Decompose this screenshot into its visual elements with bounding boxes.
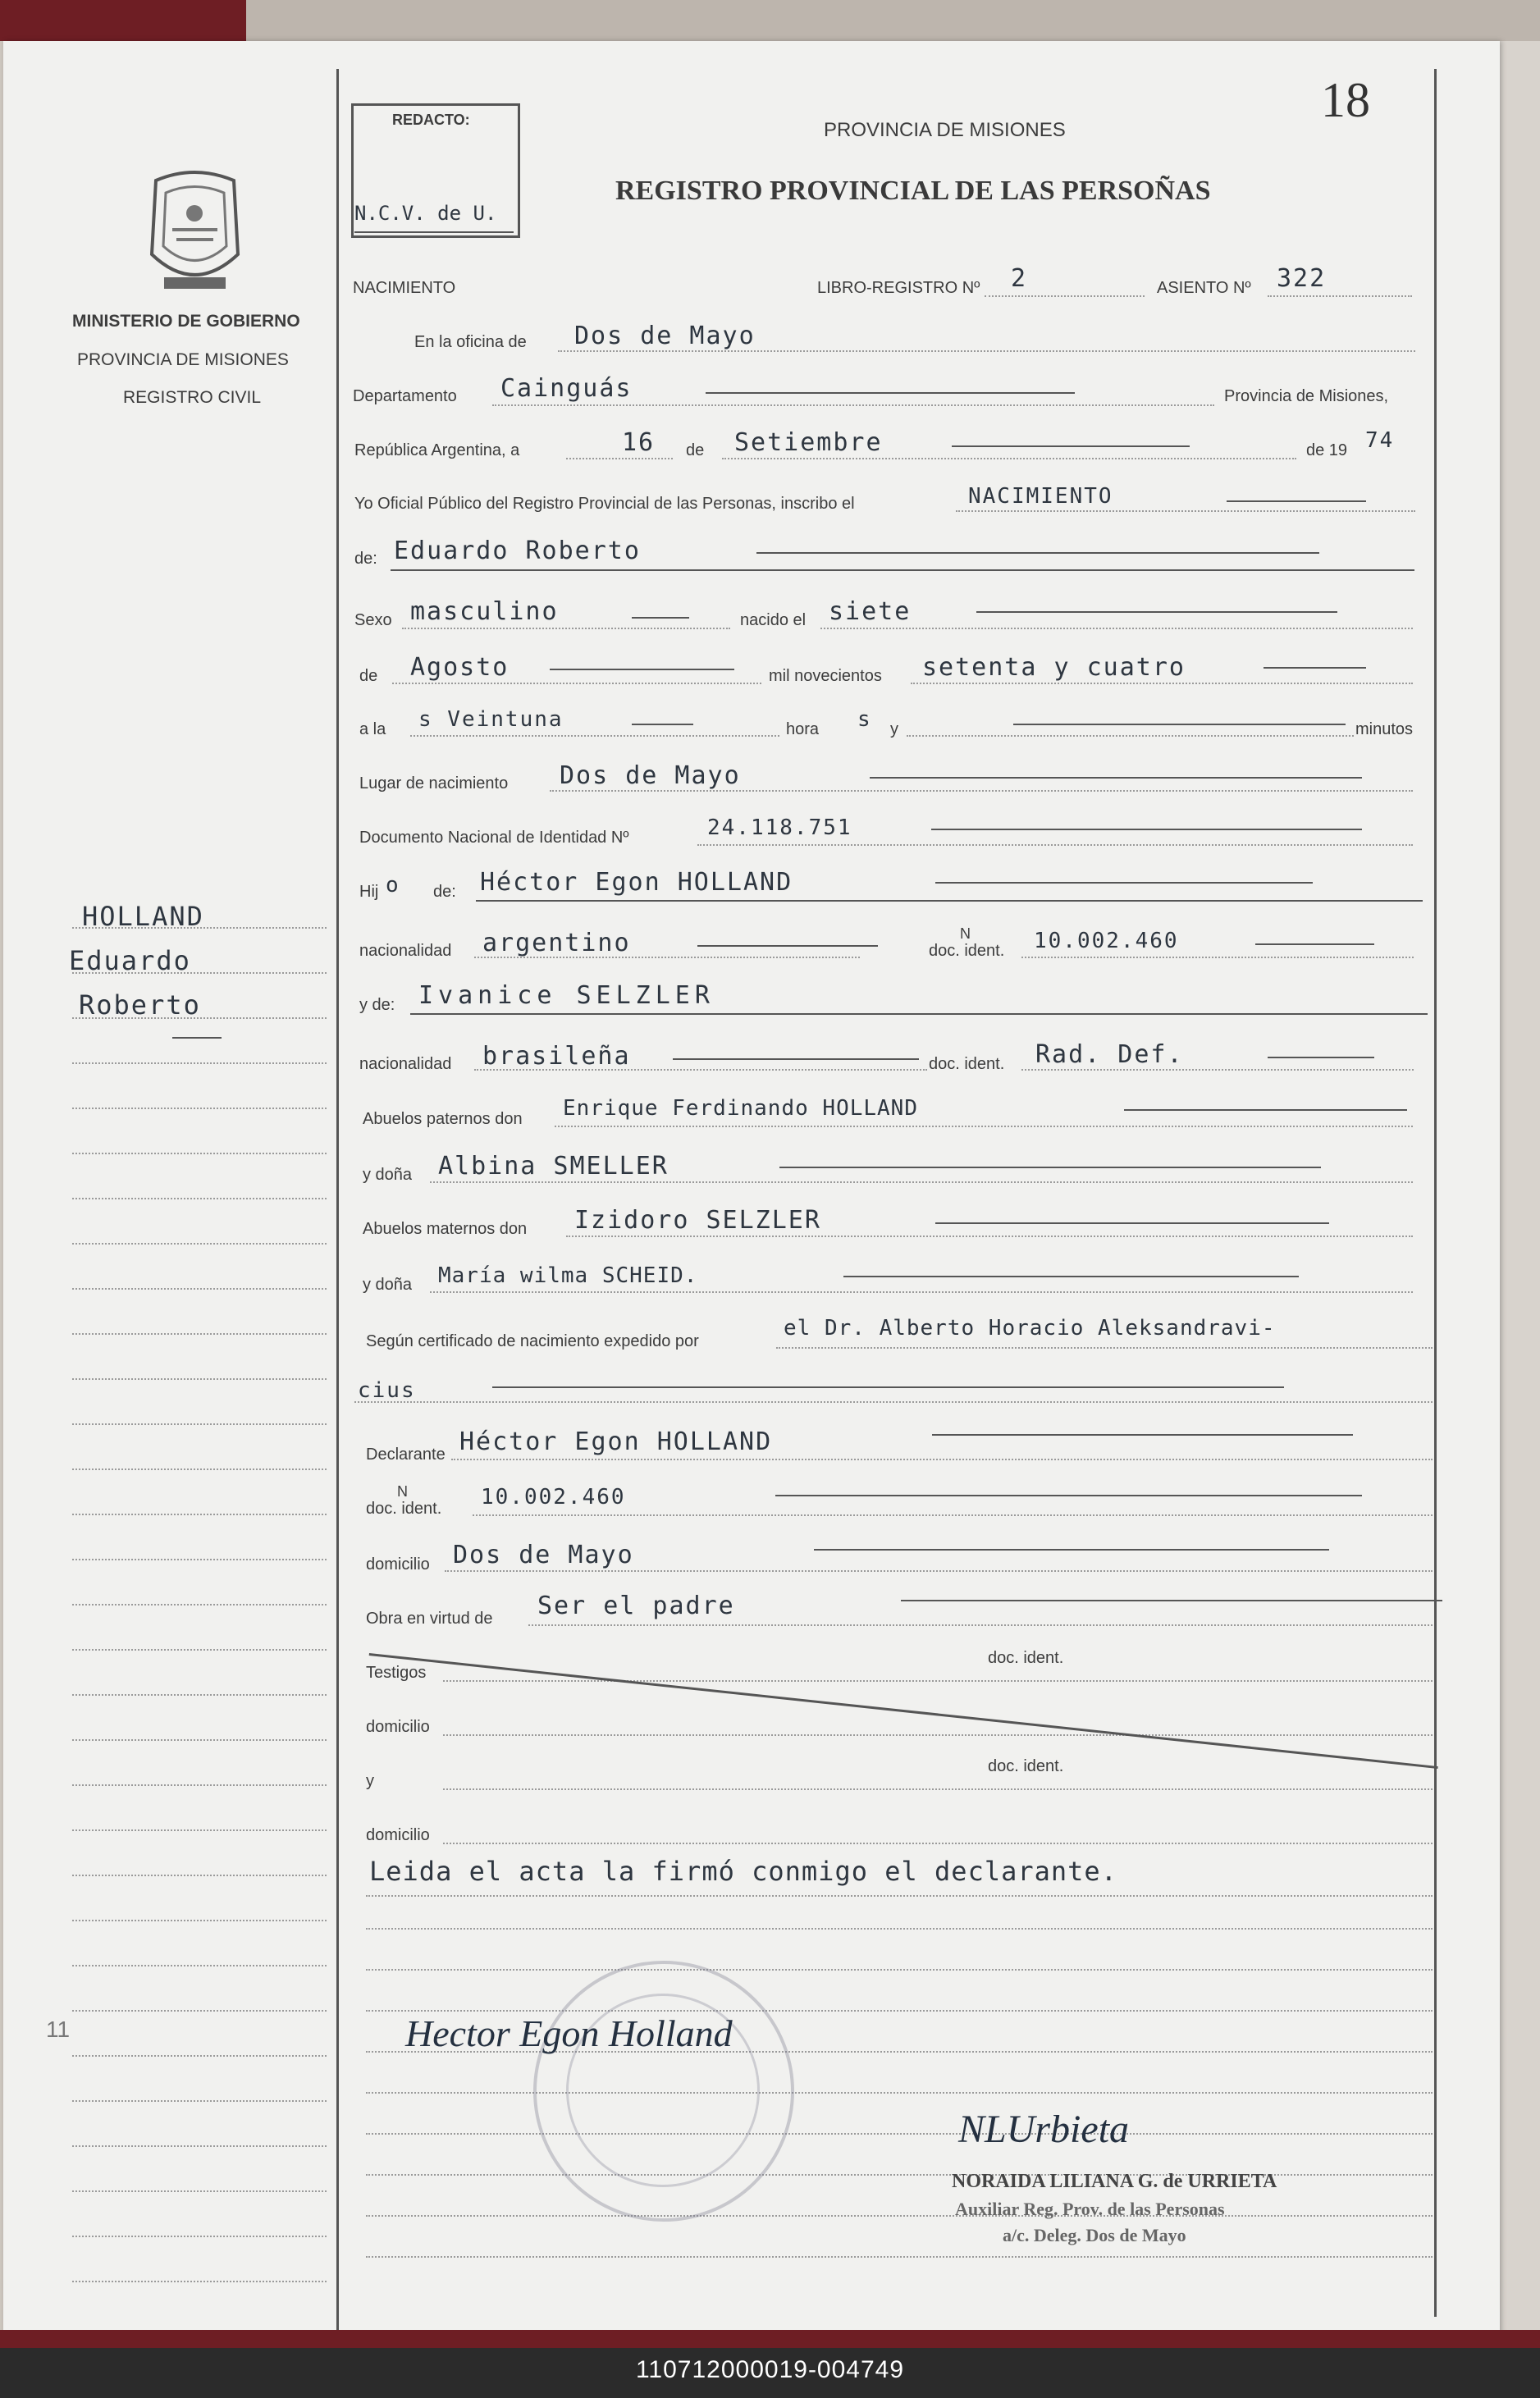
- mil-label: mil novecientos: [769, 667, 882, 685]
- obra-value: Ser el padre: [537, 1592, 735, 1620]
- padre-value: Héctor Egon HOLLAND: [480, 868, 793, 897]
- declarante-label: Declarante: [366, 1446, 446, 1464]
- abuela-m-strike: [843, 1276, 1299, 1277]
- abuelo-m-value: Izidoro SELZLER: [574, 1206, 821, 1235]
- margin-rule-line: [72, 1378, 327, 1380]
- nac2-line: [474, 1069, 927, 1071]
- margin-mark: 11: [46, 2017, 71, 2042]
- docid3-line: [473, 1514, 1433, 1516]
- margin-rule-line: [72, 1288, 327, 1290]
- sexo-strike: [632, 617, 689, 619]
- margin-given-name-2: Roberto: [79, 989, 201, 1021]
- domicilio3-label: domicilio: [366, 1826, 430, 1844]
- official-name: NORAIDA LILIANA G. de URRIETA: [952, 2171, 1277, 2192]
- margin-rule-line: [72, 1153, 327, 1154]
- redacto-label: REDACTO:: [392, 112, 470, 128]
- departamento-strike: [706, 392, 1075, 394]
- y2-label: y: [366, 1772, 374, 1790]
- hijo-suffix: o: [386, 873, 400, 898]
- margin-rule-line: [72, 1649, 327, 1651]
- dni-line: [697, 844, 1413, 846]
- official-signature: NLUrbieta: [958, 2108, 1130, 2151]
- dni-strike: [931, 829, 1362, 830]
- abuelos-m-label: Abuelos maternos don: [363, 1220, 528, 1238]
- obra-label: Obra en virtud de: [366, 1610, 493, 1628]
- docid3-sup: N: [397, 1483, 408, 1500]
- abuela-m-line: [430, 1291, 1413, 1293]
- margin-note-tick: [172, 1037, 222, 1039]
- departamento-line: [492, 404, 1214, 406]
- oficina-line: [558, 350, 1415, 352]
- margin-rule-line: [72, 1920, 327, 1921]
- page-number: 18: [1321, 73, 1370, 127]
- docid1-label: doc. ident.: [929, 942, 1005, 960]
- ministry-title: MINISTERIO DE GOBIERNO: [72, 312, 300, 331]
- hijo-label: Hij: [359, 883, 379, 901]
- docid4-label: doc. ident.: [988, 1649, 1064, 1667]
- oficial-label: Yo Oficial Público del Registro Provincial de las Personas, inscribo el: [354, 495, 855, 513]
- oficina-label: En la oficina de: [414, 333, 527, 351]
- anio-nac-value: setenta y cuatro: [922, 653, 1186, 682]
- abuela-p-value: Albina SMELLER: [438, 1152, 669, 1181]
- segun-line2: [354, 1401, 1433, 1403]
- margin-rule-line: [72, 1423, 327, 1425]
- minutos-line: [907, 735, 1354, 737]
- inscribo-value: NACIMIENTO: [968, 484, 1113, 509]
- official-office: a/c. Deleg. Dos de Mayo: [1003, 2225, 1186, 2245]
- testigos-label: Testigos: [366, 1664, 427, 1682]
- dni-label: Documento Nacional de Identidad Nº: [359, 829, 629, 847]
- docid3-label: doc. ident.: [366, 1500, 442, 1518]
- margin-rule-line: [72, 1514, 327, 1515]
- asiento-value: 322: [1277, 264, 1327, 293]
- segun-label: Según certificado de nacimiento expedido por: [366, 1332, 699, 1350]
- nac1-strike: [697, 945, 878, 947]
- lugar-line: [550, 790, 1413, 792]
- closing-line: [366, 1895, 1433, 1897]
- segun-value: el Dr. Alberto Horacio Aleksandravi-: [784, 1316, 1276, 1341]
- republica-label: República Argentina, a: [354, 441, 520, 459]
- mes-nac-value: Agosto: [410, 653, 510, 682]
- obra-line: [528, 1624, 1433, 1626]
- mes-nac-line: [392, 683, 761, 684]
- margin-rule-line: [72, 2100, 327, 2102]
- docid2-strike: [1268, 1057, 1374, 1058]
- asiento-label: ASIENTO Nº: [1157, 279, 1251, 297]
- segun-value2: cius: [358, 1378, 416, 1403]
- hora-value: s: [857, 707, 872, 732]
- mes-strike: [952, 445, 1190, 447]
- margin-rule-line: [72, 1017, 327, 1019]
- lugar-value: Dos de Mayo: [560, 761, 741, 790]
- binding-red: [0, 0, 246, 41]
- abuela-p-line: [430, 1181, 1413, 1183]
- margin-rule-line: [72, 1829, 327, 1831]
- right-rule: [1434, 69, 1437, 2317]
- seal-icon: [139, 164, 250, 295]
- margin-rule-line: [72, 1694, 327, 1696]
- anio-value: 74: [1365, 428, 1395, 453]
- domicilio3-line: [443, 1843, 1433, 1844]
- margin-rule-line: [72, 2055, 327, 2057]
- nacido-strike: [976, 611, 1337, 613]
- declarante-signature: Hector Egon Holland: [405, 2012, 733, 2054]
- nac1-label: nacionalidad: [359, 942, 452, 960]
- y2-line: [443, 1788, 1433, 1790]
- redacto-underline: [354, 231, 514, 233]
- hora-words-strike: [632, 724, 693, 725]
- hora-label: hora: [786, 720, 820, 738]
- dni-value: 24.118.751: [707, 815, 852, 840]
- domicilio2-line: [443, 1734, 1433, 1736]
- abuelos-p-label: Abuelos paternos don: [363, 1110, 523, 1128]
- margin-rule: [336, 69, 339, 2333]
- hora-words-value: s Veintuna: [418, 707, 564, 732]
- libro-line: [985, 295, 1145, 297]
- margin-rule-line: [72, 2010, 327, 2012]
- hijo-de-label: de:: [433, 883, 456, 901]
- margin-rule-line: [72, 2236, 327, 2237]
- registry-subtitle: REGISTRO CIVIL: [123, 388, 262, 407]
- domicilio-line: [445, 1570, 1433, 1572]
- segun-line: [776, 1347, 1433, 1349]
- margin-rule-line: [72, 1062, 327, 1064]
- abuelo-m-line: [566, 1236, 1413, 1237]
- docid5-label: doc. ident.: [988, 1757, 1064, 1775]
- redacto-value: N.C.V. de U.: [354, 202, 497, 225]
- anio-nac-line: [911, 683, 1413, 684]
- margin-rule-line: [72, 1243, 327, 1245]
- domicilio-value: Dos de Mayo: [453, 1541, 634, 1569]
- margin-rule-line: [72, 1198, 327, 1199]
- nacimiento-label: NACIMIENTO: [353, 279, 456, 297]
- form-rule: [366, 1928, 1433, 1930]
- closing-value: Leida el acta la firmó conmigo el declarante.: [369, 1856, 1117, 1887]
- segun-strike: [492, 1386, 1284, 1388]
- dia-value: 16: [622, 428, 656, 457]
- lugar-label: Lugar de nacimiento: [359, 774, 509, 792]
- margin-rule-line: [72, 1604, 327, 1606]
- nac2-strike: [673, 1058, 919, 1060]
- margin-rule-line: [72, 2145, 327, 2147]
- anio-nac-strike: [1264, 667, 1366, 669]
- nacido-value: siete: [829, 597, 912, 626]
- minutos-strike: [1013, 724, 1346, 725]
- ydona1-label: y doña: [363, 1166, 413, 1184]
- nac1-value: argentino: [482, 929, 631, 957]
- inscribo-strike: [1227, 500, 1366, 502]
- form-rule: [366, 2256, 1433, 2258]
- minutos-label: minutos: [1355, 720, 1414, 738]
- mes-line: [722, 458, 1296, 459]
- docid1-sup: N: [960, 925, 971, 942]
- ydona2-label: y doña: [363, 1276, 413, 1294]
- register-page: [3, 41, 1500, 2335]
- docid1-value: 10.002.460: [1034, 929, 1179, 953]
- abuelo-p-value: Enrique Ferdinando HOLLAND: [563, 1096, 918, 1121]
- margin-rule-line: [72, 1965, 327, 1966]
- registry-title: REGISTRO PROVINCIAL DE LAS PERSOÑAS: [615, 176, 1211, 206]
- anio-label: de 19: [1306, 441, 1348, 459]
- abuela-m-value: María wilma SCHEID.: [438, 1263, 698, 1288]
- margin-rule-line: [72, 2190, 327, 2192]
- form-rule: [366, 2092, 1433, 2094]
- nac1-line: [474, 957, 860, 958]
- sexo-label: Sexo: [354, 611, 392, 629]
- abuelo-m-strike: [935, 1222, 1329, 1224]
- oficina-value: Dos de Mayo: [574, 322, 756, 350]
- abuelo-p-strike: [1124, 1109, 1407, 1111]
- nacido-label: nacido el: [740, 611, 807, 629]
- margin-rule-line: [72, 1108, 327, 1109]
- y-label: y: [890, 720, 898, 738]
- official-title: Auxiliar Reg. Prov. de las Personas: [955, 2199, 1225, 2219]
- padre-strike: [935, 882, 1313, 884]
- nombre-underline: [391, 569, 1414, 571]
- libro-value: 2: [1011, 264, 1028, 293]
- form-rule: [366, 2215, 1433, 2217]
- madre-value: Ivanice SELZLER: [418, 981, 715, 1010]
- hora-words-line: [410, 735, 779, 737]
- madre-underline: [410, 1013, 1428, 1015]
- footer-id: 110712000019-004749: [635, 2356, 905, 2383]
- nacido-line: [820, 628, 1413, 629]
- province-header: PROVINCIA DE MISIONES: [824, 119, 1066, 141]
- province-subtitle: PROVINCIA DE MISIONES: [77, 350, 289, 369]
- padre-underline: [476, 900, 1423, 902]
- binding-bottom: [0, 2330, 1540, 2348]
- de3-label: de: [359, 667, 378, 685]
- declarante-strike: [932, 1434, 1353, 1436]
- nac2-value: brasileña: [482, 1042, 631, 1071]
- departamento-value: Cainguás: [500, 374, 633, 403]
- mes-nac-strike: [550, 669, 734, 670]
- abuelo-p-line: [555, 1126, 1413, 1127]
- de2-label: de:: [354, 550, 377, 568]
- docid3-value: 10.002.460: [481, 1485, 626, 1510]
- domicilio-strike: [814, 1549, 1329, 1551]
- docid2-label: doc. ident.: [929, 1055, 1005, 1073]
- domicilio-label: domicilio: [366, 1555, 430, 1574]
- yde-label: y de:: [359, 996, 395, 1014]
- domicilio2-label: domicilio: [366, 1718, 430, 1736]
- page-edge: [1500, 41, 1540, 2330]
- margin-rule-line: [72, 972, 327, 974]
- libro-label: LIBRO-REGISTRO Nº: [817, 279, 980, 297]
- asiento-line: [1268, 295, 1412, 297]
- sexo-value: masculino: [410, 597, 559, 626]
- margin-rule-line: [72, 2281, 327, 2282]
- form-rule: [366, 2133, 1433, 2135]
- inscribo-line: [956, 510, 1415, 512]
- margin-rule-line: [72, 1875, 327, 1876]
- margin-rule-line: [72, 927, 327, 929]
- declarante-line: [451, 1459, 1433, 1460]
- sexo-line: [402, 628, 730, 629]
- nac2-label: nacionalidad: [359, 1055, 452, 1073]
- margin-rule-line: [72, 1784, 327, 1786]
- de-label: de: [686, 441, 705, 459]
- docid2-line: [1021, 1069, 1414, 1071]
- dia-line: [566, 458, 673, 459]
- abuela-p-strike: [779, 1167, 1321, 1168]
- testigos-line: [443, 1680, 1433, 1682]
- margin-rule-line: [72, 1739, 327, 1741]
- margin-rule-line: [72, 1333, 327, 1335]
- docid2-value: Rad. Def.: [1035, 1040, 1184, 1069]
- alas-label: a la: [359, 720, 386, 738]
- provincia-label: Provincia de Misiones,: [1224, 387, 1389, 405]
- departamento-label: Departamento: [353, 387, 457, 405]
- lugar-strike: [870, 777, 1362, 779]
- nombre-strike: [756, 552, 1319, 554]
- margin-rule-line: [72, 1559, 327, 1560]
- nombre-value: Eduardo Roberto: [394, 537, 641, 565]
- margin-rule-line: [72, 1468, 327, 1470]
- form-rule: [366, 1969, 1433, 1971]
- docid1-line: [1021, 957, 1414, 958]
- declarante-value: Héctor Egon HOLLAND: [459, 1427, 773, 1456]
- margin-surname: HOLLAND: [82, 901, 204, 932]
- margin-given-name-1: Eduardo: [69, 945, 191, 976]
- docid3-strike: [775, 1495, 1362, 1496]
- docid1-strike: [1255, 943, 1374, 945]
- mes-value: Setiembre: [734, 428, 883, 457]
- obra-strike: [901, 1600, 1442, 1601]
